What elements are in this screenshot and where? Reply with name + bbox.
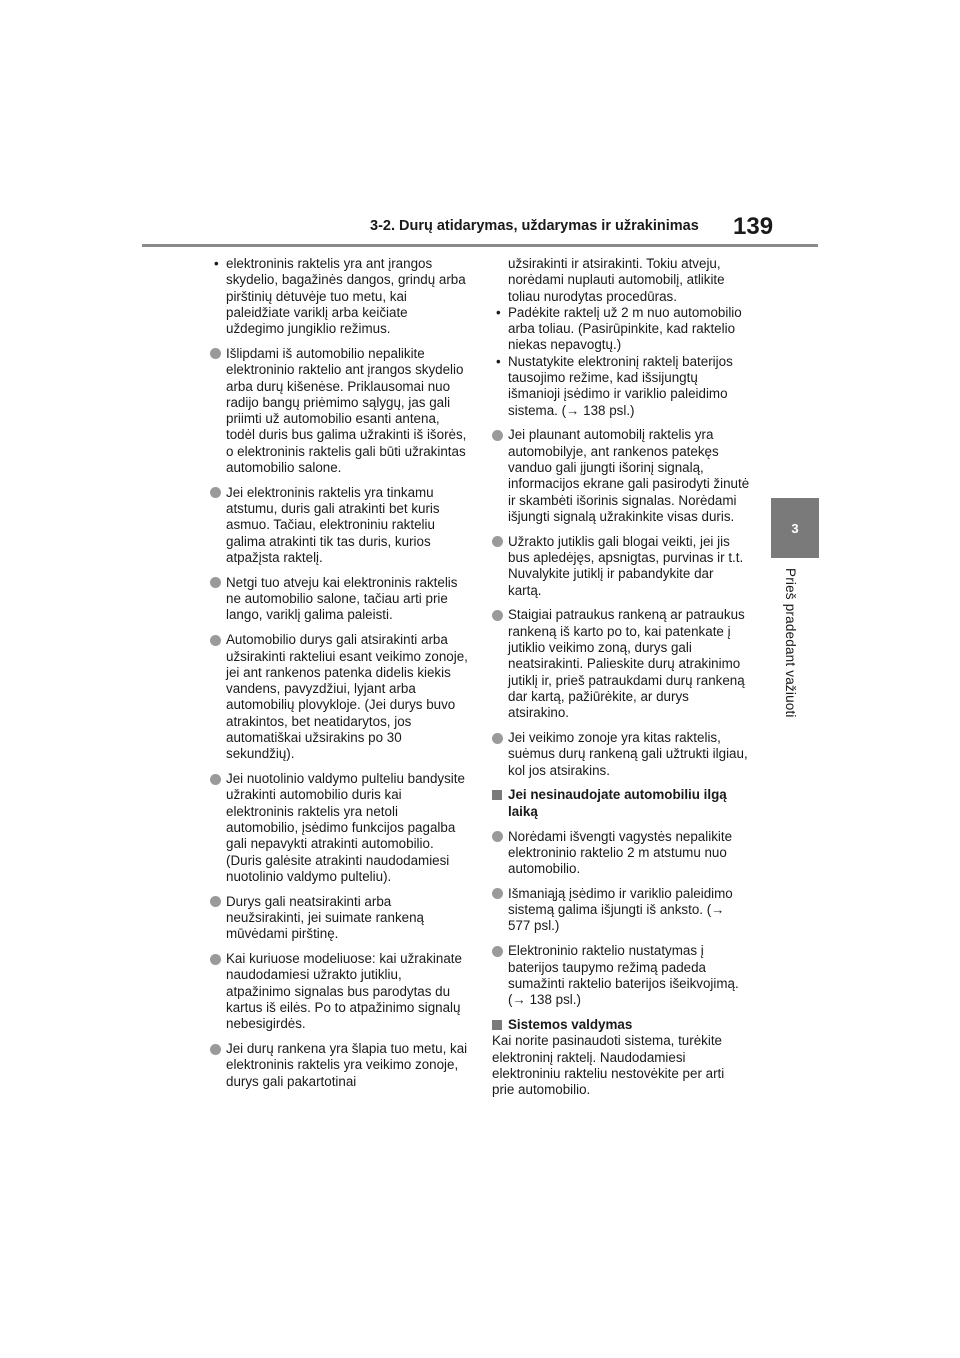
list-item (492, 829, 750, 878)
item-text: užsirakinti ir atsirakinti. Tokiu atveju, norėdami nuplauti automobilį, atlikite toliau nurodytas procedūras. (508, 256, 725, 304)
list-item (210, 346, 468, 476)
bullet-dash: • (214, 256, 219, 271)
circle-bullet-icon (492, 536, 503, 547)
circle-bullet-icon (492, 733, 503, 744)
item-text: Automobilio durys gali atsirakinti arba užsirakinti rakteliui esant veikimo zonoje, jei ant rankenos patenka didelis kiekis vandens, pavyzdžiui, lyjant arba automobilių plovykloje. (Jei durys buvo atrakintos, bet neatidarytos, jos automatiškai užsirakins po 30 sekundžių). (226, 632, 468, 762)
circle-bullet-icon (210, 348, 221, 359)
circle-bullet-icon (210, 954, 221, 965)
circle-bullet-icon (492, 831, 503, 842)
continuation-text (492, 256, 750, 305)
square-bullet-icon (492, 790, 502, 800)
list-item (492, 607, 750, 721)
sub-list-item (492, 305, 750, 354)
list-item (210, 894, 468, 943)
item-text: Norėdami išvengti vagystės nepalikite elektroninio raktelio 2 m atstumu nuo automobilio. (508, 828, 733, 877)
list-item (210, 485, 468, 566)
item-text: Išmaniąją įsėdimo ir variklio paleidimo sistemą galima išjungti iš anksto. (→ 577 psl.) (508, 885, 733, 934)
circle-bullet-icon (210, 577, 221, 588)
item-text: elektroninis raktelis yra ant įrangos skydelio, bagažinės dangos, grindų arba pirštinių dėtuvėje tuo metu, kai paleidžiate variklį arba keičiate uždegimo jungiklio režimus. (226, 256, 466, 337)
list-item (210, 256, 468, 337)
list-item (210, 951, 468, 1032)
item-text: Jei nuotolinio valdymo pulteliu bandysite užrakinti automobilio duris kai elektroninis raktelis yra netoli automobilio, įsėdimo funkcijos pagalba gali nepavykti atrakinti automobilio. (Duris galėsite atrakinti naudodamiesi nuotolinio valdymo pulteliu). (226, 771, 465, 884)
circle-bullet-icon (210, 487, 221, 498)
item-text: Išlipdami iš automobilio nepalikite elektroninio raktelio ant įrangos skydelio arba durų kišenėse. Priklausomai nuo radijo bangų priėmimo sąlygų, jas gali priimti už automobilio esanti antena, todėl duris bus galima užrakinti iš išorės, o elektroninis raktelis gali būti užrakintas automobilio salone. (226, 345, 467, 476)
bullet-dash: • (496, 353, 501, 369)
body-paragraph (492, 1033, 750, 1098)
sub-list-item (492, 354, 750, 419)
item-text: Padėkite raktelį už 2 m nuo automobilio arba toliau. (Pasirūpinkite, kad raktelio niekas nepavogtų.) (508, 304, 742, 353)
list-item (492, 886, 750, 935)
chapter-tab (771, 498, 819, 558)
item-text: Nustatykite elektroninį raktelį baterijos tausojimo režime, kad išsijungtų išmanioji įsėdimo ir variklio paleidimo sistema. (→ 138 psl.) (508, 353, 733, 418)
list-item (492, 730, 750, 779)
circle-bullet-icon (210, 1044, 221, 1055)
circle-bullet-icon (492, 430, 503, 441)
item-text: Jei plaunant automobilį raktelis yra automobilyje, ant rankenos patekęs vanduo gali įjungti išorinį signalą, informacijos ekrane gali pasirodyti žinutė ir skambėti išorinis signalas. Norėdami išjungti signalą užrakinkite visas duris. (508, 427, 750, 524)
page-number: 139 (733, 213, 774, 240)
section-heading (492, 1017, 750, 1033)
circle-bullet-icon (210, 774, 221, 785)
heading-text: Sistemos valdymas (508, 1016, 633, 1032)
right-column (492, 256, 750, 1107)
item-text: Kai kuriuose modeliuose: kai užrakinate naudodamiesi užrakto jutikliu, atpažinimo signalas bus parodytas du kartus iš eilės. Po to atpažinimo signalų nebesigirdės. (226, 951, 462, 1032)
item-text: Jei durų rankena yra šlapia tuo metu, kai elektroninis raktelis yra veikimo zonoje, durys gali pakartotinai (226, 1041, 468, 1089)
item-text: Jei elektroninis raktelis yra tinkamu atstumu, duris gali atrakinti bet kuris asmuo. Tačiau, elektroniniu rakteliu galima atrakinti tik tas duris, kurios atpažįsta raktelį. (226, 484, 440, 566)
circle-bullet-icon (492, 610, 503, 621)
list-item (210, 575, 468, 624)
item-text: Durys gali neatsirakinti arba neužsirakinti, jei suimate rankeną mūvėdami pirštinę. (226, 893, 424, 942)
heading-text: Jei nesinaudojate automobiliu ilgą laiką (508, 787, 727, 819)
circle-bullet-icon (492, 888, 503, 899)
list-item (492, 427, 750, 525)
item-text: Staigiai patraukus rankeną ar patraukus rankeną iš karto po to, kai patenkate į jutiklio veikimo zoną, durys gali neatsirakinti. Palieskite durų atrakinimo jutiklį ir, prieš patraukdami durų rankeną dar kartą, pažiūrėkite, ar durys atsirakino. (508, 607, 745, 721)
header-divider (142, 244, 818, 247)
section-heading (492, 787, 750, 820)
circle-bullet-icon (210, 635, 221, 646)
item-text: Užrakto jutiklis gali blogai veikti, jei jis bus apledėjęs, apsnigtas, purvinas ir t.t. Nuvalykite jutiklį ir pabandykite dar kartą. (508, 533, 744, 598)
bullet-dash: • (496, 304, 501, 320)
item-text: Elektroninio raktelio nustatymas į baterijos taupymo režimą padeda sumažinti raktelio baterijos išeikvojimą. (→ 138 psl.) (508, 943, 739, 1008)
list-item (492, 943, 750, 1008)
list-item (210, 632, 468, 762)
chapter-number: 3 (791, 520, 799, 536)
section-title: 3-2. Durų atidarymas, uždarymas ir užrakinimas (370, 218, 699, 234)
circle-bullet-icon (210, 896, 221, 907)
list-item (492, 534, 750, 599)
list-item (210, 771, 468, 885)
list-item (210, 1041, 468, 1090)
chapter-title: Prieš pradedant važiuoti (783, 568, 798, 718)
item-text: Netgi tuo atveju kai elektroninis raktelis ne automobilio salone, tačiau arti prie lango, variklį galima paleisti. (226, 574, 458, 623)
circle-bullet-icon (492, 946, 503, 957)
item-text: Jei veikimo zonoje yra kitas raktelis, suėmus durų rankeną gali užtrukti ilgiau, kol jos atsirakins. (508, 730, 748, 778)
left-column (210, 256, 468, 1098)
item-text: Kai norite pasinaudoti sistema, turėkite elektroninį raktelį. Naudodamiesi elektroniniu rakteliu nestovėkite per arti prie automobilio. (492, 1033, 725, 1098)
square-bullet-icon (492, 1020, 502, 1030)
